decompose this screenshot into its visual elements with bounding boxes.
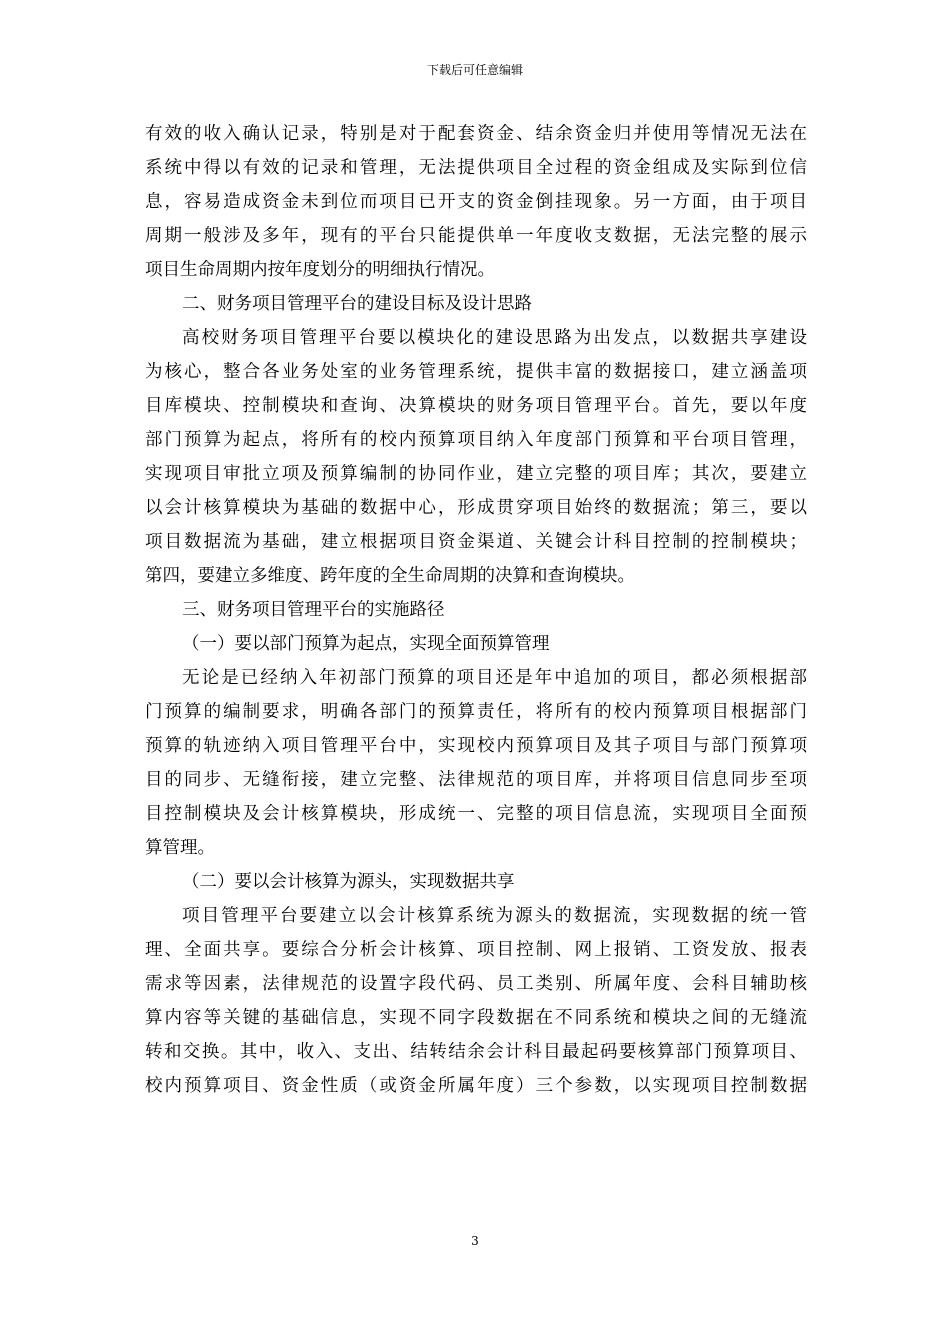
document-body <box>145 117 807 1103</box>
paragraph-line: 预算的轨迹纳入项目管理平台中，实现校内预算项目及其子项目与部门预算项 <box>145 736 807 756</box>
paragraph-line: 有效的收入确认记录，特别是对于配套资金、结余资金归并使用等情况无法在 <box>145 124 807 144</box>
page-header: 下载后可任意编辑 <box>426 63 523 77</box>
paragraph-line: 以会计核算模块为基础的数据中心，形成贯穿项目始终的数据流；第三，要以 <box>145 498 807 518</box>
page-number: 3 <box>471 1234 479 1248</box>
paragraph-line: 项目数据流为基础，建立根据项目资金渠道、关键会计科目控制的控制模块； <box>145 532 807 552</box>
paragraph-line: 目控制模块及会计核算模块，形成统一、完整的项目信息流，实现项目全面预 <box>145 804 807 824</box>
paragraph-line: 第四，要建立多维度、跨年度的全生命周期的决算和查询模块。 <box>145 566 635 586</box>
paragraph-line: 系统中得以有效的记录和管理，无法提供项目全过程的资金组成及实际到位信 <box>145 158 807 178</box>
paragraph-line: 实现项目审批立项及预算编制的协同作业，建立完整的项目库；其次，要建立 <box>145 464 807 484</box>
paragraph-line: 息，容易造成资金未到位而项目已开支的资金倒挂现象。另一方面，由于项目 <box>145 192 807 212</box>
paragraph-line: 周期一般涉及多年，现有的平台只能提供单一年度收支数据，无法完整的展示 <box>145 226 807 246</box>
paragraph-line: 项目生命周期内按年度划分的明细执行情况。 <box>145 260 495 280</box>
paragraph-line: 门预算的编制要求，明确各部门的预算责任，将所有的校内预算项目根据部门 <box>145 702 807 722</box>
paragraph-line: 高校财务项目管理平台要以模块化的建设思路为出发点，以数据共享建设 <box>182 328 807 348</box>
paragraph-line: 项目管理平台要建立以会计核算系统为源头的数据流，实现数据的统一管 <box>182 906 807 926</box>
paragraph-line: 部门预算为起点，将所有的校内预算项目纳入年度部门预算和平台项目管理， <box>145 430 807 450</box>
section-heading: 二、财务项目管理平台的建设目标及设计思路 <box>182 294 532 314</box>
paragraph-line: 转和交换。其中，收入、支出、结转结余会计科目最起码要核算部门预算项目、 <box>145 1042 807 1062</box>
paragraph-line: 算内容等关键的基础信息，实现不同字段数据在不同系统和模块之间的无缝流 <box>145 1008 807 1028</box>
paragraph-line: 为核心，整合各业务处室的业务管理系统，提供丰富的数据接口，建立涵盖项 <box>145 362 807 382</box>
paragraph-line: 需求等因素，法律规范的设置字段代码、员工类别、所属年度、会科目辅助核 <box>145 974 807 994</box>
paragraph-line: 算管理。 <box>145 838 215 858</box>
paragraph-line: 校内预算项目、资金性质（或资金所属年度）三个参数，以实现项目控制数据 <box>145 1076 807 1096</box>
paragraph-line: 目库模块、控制模块和查询、决算模块的财务项目管理平台。首先，要以年度 <box>145 396 807 416</box>
paragraph-line: 无论是已经纳入年初部门预算的项目还是年中追加的项目，都必须根据部 <box>182 668 807 688</box>
subsection-heading: （二）要以会计核算为源头，实现数据共享 <box>182 872 515 892</box>
paragraph-line: 理、全面共享。要综合分析会计核算、项目控制、网上报销、工资发放、报表 <box>145 940 807 960</box>
section-heading: 三、财务项目管理平台的实施路径 <box>182 600 445 620</box>
paragraph-line: 目的同步、无缝衔接，建立完整、法律规范的项目库，并将项目信息同步至项 <box>145 770 807 790</box>
subsection-heading: （一）要以部门预算为起点，实现全面预算管理 <box>182 634 550 654</box>
